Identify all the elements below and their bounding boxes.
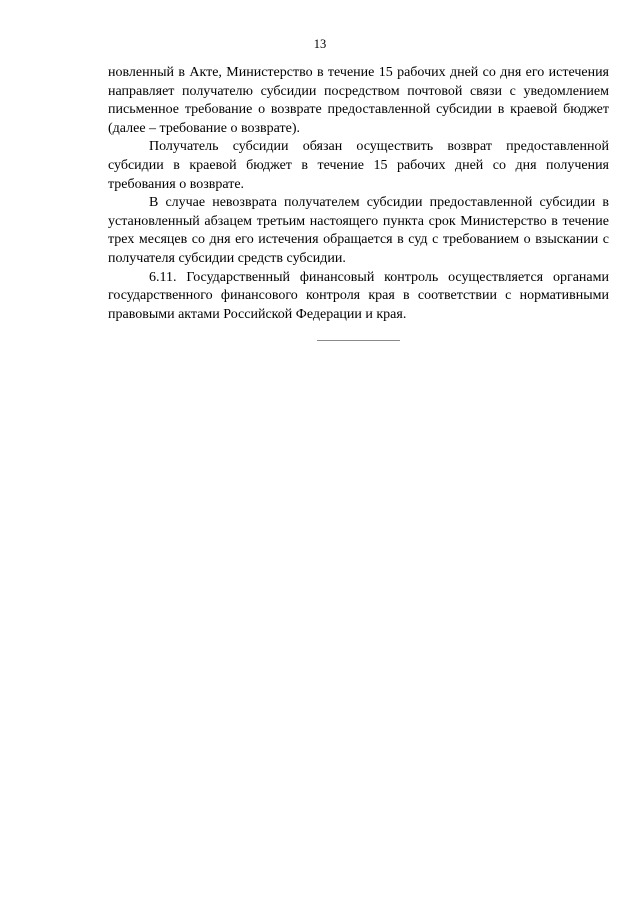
paragraph-continuation: новленный в Акте, Министерство в течение 15 рабочих дней со дня его истечения направляет получателю субсидии посредством почтовой связи с уведомлением письменное требование о возврате предоставленной субсидии в краевой бюджет (далее – требование о возврате). — [108, 65, 609, 136]
paragraph-refund-obligation: Получатель субсидии обязан осуществить возврат предоставленной субсидии в краевой бюджет в течение 15 рабочих дней со дня получения требования о возврате. — [108, 139, 609, 192]
paragraph-financial-control: 6.11. Государственный финансовый контроль осуществляется органами государственного финансового контроля края в соответствии с нормативными правовыми актами Российской Федерации и края. — [108, 269, 609, 322]
document-body — [108, 64, 609, 324]
paragraph-court-recovery: В случае невозврата получателем субсидии предоставленной субсидии в установленный абзацем третьим настоящего пункта срок Министерство в течение трех месяцев со дня его истечения обращается в суд с требованием о взыскании с получателя субсидии средств субсидии. — [108, 195, 609, 266]
page-number: 13 — [313, 37, 327, 51]
end-divider — [317, 340, 400, 341]
